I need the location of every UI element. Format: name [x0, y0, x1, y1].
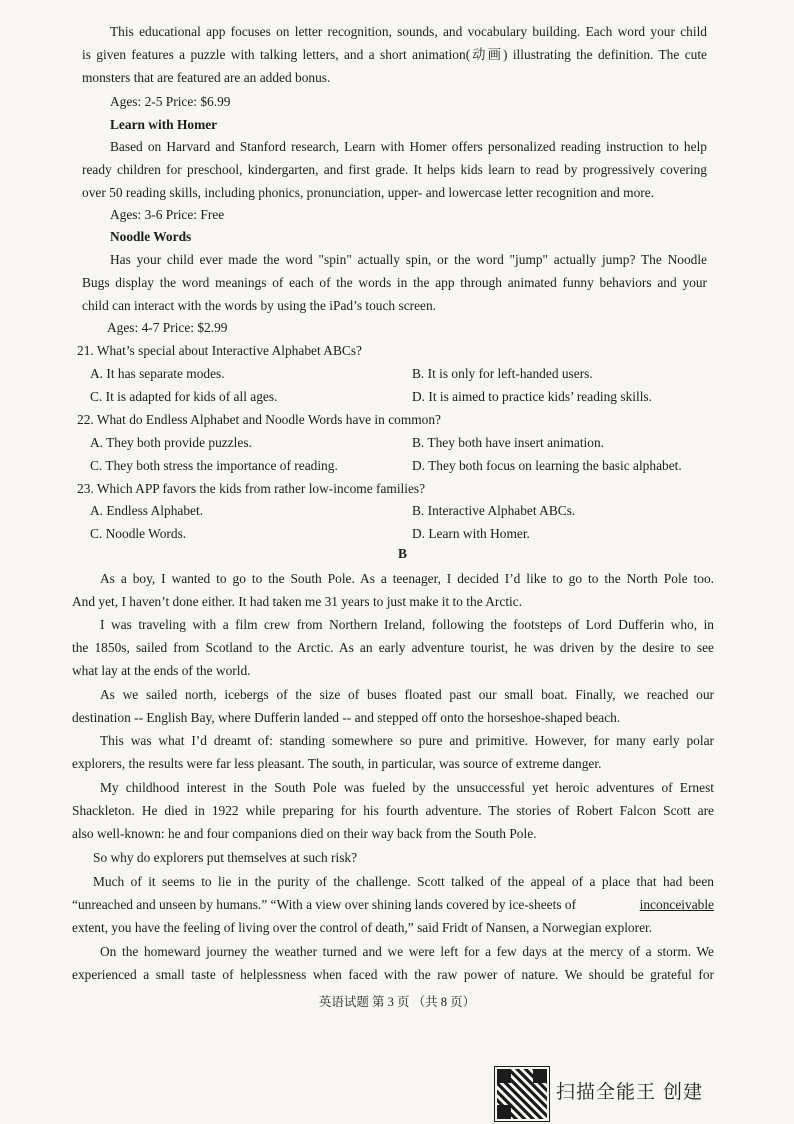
p6-line-1: So why do explorers put themselves at such risk? — [93, 850, 358, 865]
passage-b-label: B — [398, 546, 407, 561]
p8-line-1: On the homeward journey the weather turned and we were left for a few days at the mercy of a storm. We — [100, 944, 714, 959]
p8-line-2: experienced a small taste of helplessness when faced with the raw power of nature. We should be grateful for — [72, 967, 714, 982]
question-22-option-b: B. They both have insert animation. — [412, 435, 605, 450]
noodle-line-1: Has your child ever made the word "spin" actually spin, or the word "jump" actually jump? The Noodle — [110, 252, 707, 267]
p7-line-2-text: “unreached and unseen by humans.” “With a view over shining lands covered by ice-sheets of — [72, 897, 577, 912]
question-21-option-d: D. It is aimed to practice kids’ reading skills. — [412, 389, 652, 404]
p2-line-1: I was traveling with a film crew from Northern Ireland, following the footsteps of Lord Dufferin who, in — [100, 617, 714, 632]
noodle-meta: Ages: 4-7 Price: $2.99 — [107, 320, 228, 335]
question-23-option-b: B. Interactive Alphabet ABCs. — [412, 503, 576, 518]
question-23-stem: 23. Which APP favors the kids from rather low-income families? — [77, 481, 426, 496]
homer-line-1: Based on Harvard and Stanford research, Learn with Homer offers personalized reading instruction to help — [110, 139, 707, 154]
p2-line-3: what lay at the ends of the world. — [72, 663, 251, 678]
p1-line-2: And yet, I haven’t done either. It had taken me 31 years to just make it to the Arctic. — [72, 594, 523, 609]
homer-title: Learn with Homer — [110, 117, 218, 132]
p4-line-2: explorers, the results were far less pleasant. The south, in particular, was source of extreme danger. — [72, 756, 602, 771]
noodle-line-2: Bugs display the word meanings of each of the words in the app through animated funny behaviors and your — [82, 275, 707, 290]
noodle-line-3: child can interact with the words by using the iPad’s touch screen. — [82, 298, 437, 313]
p7-line-3: extent, you have the feeling of living over the control of death,” said Fridt of Nansen, a Norwegian explorer. — [72, 920, 653, 935]
question-23-option-c: C. Noodle Words. — [90, 526, 187, 541]
question-22-option-a: A. They both provide puzzles. — [90, 435, 252, 450]
question-21-option-b: B. It is only for left-handed users. — [412, 366, 593, 381]
page-footer: 英语试题 第 3 页 （共 8 页） — [318, 995, 476, 1009]
homer-line-2: ready children for preschool, kindergarten, and first grade. It helps kids learn to read by progressively covering — [82, 162, 707, 177]
underlined-word: inconceivable — [639, 897, 714, 912]
p2-line-2: the 1850s, sailed from Scotland to the Arctic. As an early adventure tourist, he was driven by the desire to see — [72, 640, 714, 655]
p5-line-1: My childhood interest in the South Pole was fueled by the unsuccessful yet heroic adventures of Ernest — [100, 780, 714, 795]
p4-line-1: This was what I’d dreamt of: standing somewhere so pure and primitive. However, for many early polar — [100, 733, 714, 748]
endless-meta: Ages: 2-5 Price: $6.99 — [110, 94, 231, 109]
homer-line-3: over 50 reading skills, including phonics, pronunciation, upper- and lowercase letter recognition and more. — [82, 185, 655, 200]
p7-line-1: Much of it seems to lie in the purity of the challenge. Scott talked of the appeal of a place that had been — [93, 874, 714, 889]
scanner-watermark: 扫描全能王 创建 — [556, 1081, 704, 1103]
p3-line-2: destination -- English Bay, where Dufferin landed -- and stepped off onto the horseshoe-shaped beach. — [72, 710, 621, 725]
question-22-stem: 22. What do Endless Alphabet and Noodle Words have in common? — [77, 412, 441, 427]
question-21-option-a: A. It has separate modes. — [90, 366, 225, 381]
intro-line-2: is given features a puzzle with talking letters, and a short animation(动画) illustrating the definition. The cute — [82, 47, 707, 62]
intro-line-3: monsters that are featured are an added bonus. — [82, 70, 331, 85]
question-23-option-a: A. Endless Alphabet. — [90, 503, 204, 518]
p3-line-1: As we sailed north, icebergs of the size of buses floated past our small boat. Finally, we reached our — [100, 687, 714, 702]
p5-line-2: Shackleton. He died in 1922 while preparing for his fourth adventure. The stories of Robert Falcon Scott are — [72, 803, 714, 818]
p1-line-1: As a boy, I wanted to go to the South Pole. As a teenager, I decided I’d like to go to the North Pole too. — [100, 571, 714, 586]
question-21-option-c: C. It is adapted for kids of all ages. — [90, 389, 278, 404]
question-22-option-d: D. They both focus on learning the basic alphabet. — [412, 458, 682, 473]
question-22-option-c: C. They both stress the importance of reading. — [90, 458, 338, 473]
noodle-title: Noodle Words — [110, 229, 192, 244]
intro-line-1: This educational app focuses on letter recognition, sounds, and vocabulary building. Each word your child — [110, 24, 707, 39]
p7-line-2 — [72, 897, 714, 913]
p5-line-3: also well-known: he and four companions died on their way back from the South Pole. — [72, 826, 537, 841]
qr-code-icon — [495, 1067, 549, 1121]
homer-meta: Ages: 3-6 Price: Free — [110, 207, 225, 222]
question-21-stem: 21. What’s special about Interactive Alphabet ABCs? — [77, 343, 362, 358]
question-23-option-d: D. Learn with Homer. — [412, 526, 530, 541]
